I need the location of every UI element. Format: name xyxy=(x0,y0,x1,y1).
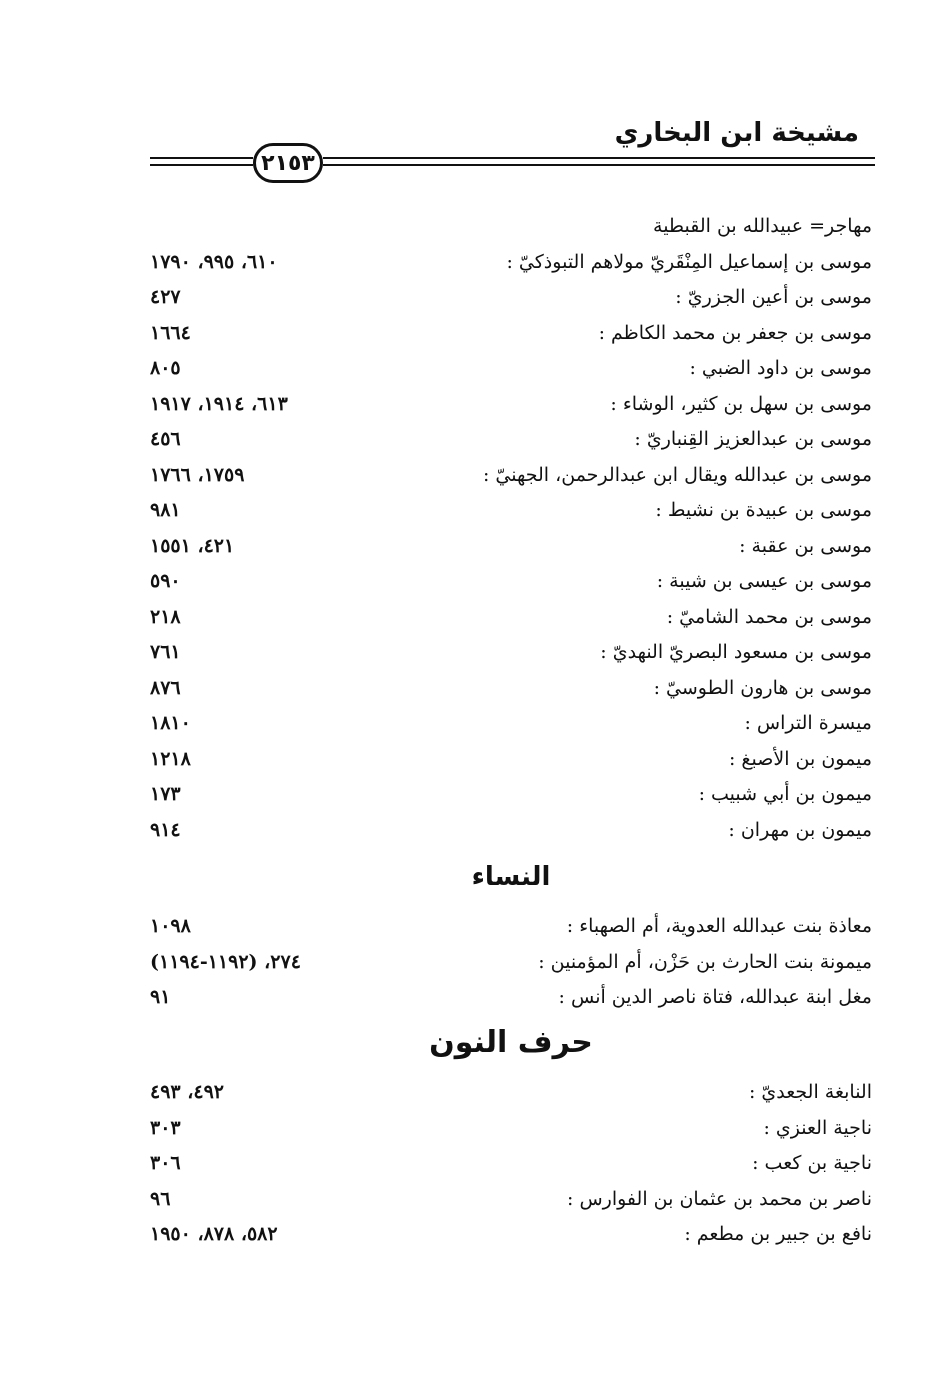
section-heading-women: النساء xyxy=(471,862,551,892)
entry-pages: ٩١ xyxy=(150,986,171,1008)
index-entry xyxy=(150,495,872,531)
entry-pages: ٢٧٤، (١١٩٢-١١٩٤) xyxy=(150,950,301,973)
entry-name: معاذة بنت عبدالله العدوية، أم الصهباء : xyxy=(566,915,872,937)
entry-pages: ٥٩٠ xyxy=(150,570,181,592)
entry-pages: ٤٢٧ xyxy=(150,286,181,308)
entry-pages: ١٦٦٤ xyxy=(150,321,191,344)
entry-pages: ٤٩٢، ٤٩٣ xyxy=(150,1081,224,1103)
index-entry xyxy=(150,911,872,947)
index-entry xyxy=(150,982,872,1018)
entry-name: موسى بن عبدالعزيز القِنباريّ : xyxy=(634,428,872,450)
entry-name: ناجية العنزي : xyxy=(763,1116,872,1139)
entry-name: موسى بن هارون الطوسيّ : xyxy=(653,676,872,699)
page-number: ٢١٥٣ xyxy=(253,143,323,183)
entry-pages: ٨٠٥ xyxy=(150,357,181,379)
entry-name: موسى بن محمد الشاميّ : xyxy=(666,605,872,628)
index-entry xyxy=(150,247,872,283)
rule-line xyxy=(150,157,253,159)
entry-pages: ٧٦١ xyxy=(150,641,181,663)
entry-name: موسى بن داود الضبي : xyxy=(689,357,872,379)
entry-name: موسى بن عقبة : xyxy=(739,534,872,557)
index-entry xyxy=(150,282,872,318)
entry-name: نافع بن جبير بن مطعم : xyxy=(684,1223,872,1245)
index-entry xyxy=(150,602,872,638)
entry-name: مغل ابنة عبدالله، فتاة ناصر الدين أنس : xyxy=(558,986,872,1008)
entry-pages: ٢١٨ xyxy=(150,605,181,628)
entry-list-nun xyxy=(150,1077,872,1255)
entry-name: موسى بن جعفر بن محمد الكاظم : xyxy=(598,321,872,344)
index-entry xyxy=(150,353,872,389)
rule-line xyxy=(150,164,253,166)
index-entry xyxy=(150,779,872,815)
entry-name: ناجية بن كعب : xyxy=(752,1152,872,1174)
index-entry xyxy=(150,1113,872,1149)
entry-name: ميمون بن الأصبغ : xyxy=(728,747,872,770)
entry-pages: ١٧٣ xyxy=(150,783,181,805)
index-entry xyxy=(150,815,872,851)
entry-name: ميمون بن مهران : xyxy=(728,818,872,841)
entry-pages: ٨٧٦ xyxy=(150,676,181,699)
entry-pages: ١٨١٠ xyxy=(150,712,191,734)
entry-pages: ٥٨٢، ٨٧٨، ١٩٥٠ xyxy=(150,1223,278,1245)
entry-name: موسى بن مسعود البصريّ النهديّ : xyxy=(600,641,872,663)
entry-pages: ٤٥٦ xyxy=(150,428,181,450)
entry-pages: ٦١٣، ١٩١٤، ١٩١٧ xyxy=(150,392,288,415)
entry-name: موسى بن عيسى بن شيبة : xyxy=(656,570,872,592)
entry-list-men-mim xyxy=(150,211,872,850)
entry-name: موسى بن أعين الجزريّ : xyxy=(675,286,872,308)
entry-name: النابغة الجعديّ : xyxy=(748,1081,872,1103)
entry-pages: ٤٢١، ١٥٥١ xyxy=(150,534,235,557)
index-entry xyxy=(150,318,872,354)
entry-pages: ٩٦ xyxy=(150,1187,171,1210)
entry-pages: ٦١٠، ٩٩٥، ١٧٩٠ xyxy=(150,250,278,273)
rule-line xyxy=(323,157,875,159)
index-entry xyxy=(150,1148,872,1184)
entry-list-women xyxy=(150,911,872,1018)
entry-name: موسى بن عبيدة بن نشيط : xyxy=(655,499,872,521)
index-entry xyxy=(150,947,872,983)
rule-line xyxy=(323,164,875,166)
entry-name: موسى بن عبدالله ويقال ابن عبدالرحمن، الجهنيّ : xyxy=(482,463,872,486)
index-entry xyxy=(150,460,872,496)
entry-pages: ٩١٤ xyxy=(150,818,181,841)
entry-name: ميسرة التراس : xyxy=(744,712,872,734)
index-entry xyxy=(150,211,872,247)
entry-pages: ٣٠٦ xyxy=(150,1152,181,1174)
entry-name: ميمون بن أبي شبيب : xyxy=(698,783,872,805)
entry-name: موسى بن سهل بن كثير، الوشاء : xyxy=(610,392,872,415)
entry-pages: ١٧٥٩، ١٧٦٦ xyxy=(150,463,245,486)
header-rule xyxy=(150,143,875,187)
index-entry xyxy=(150,566,872,602)
entry-pages: ١٠٩٨ xyxy=(150,915,191,937)
book-title: مشيخة ابن البخاري xyxy=(614,118,859,148)
index-entry xyxy=(150,1184,872,1220)
index-entry xyxy=(150,424,872,460)
index-entry xyxy=(150,1077,872,1113)
entry-name: ميمونة بنت الحارث بن حَزْن، أم المؤمنين : xyxy=(538,950,872,973)
entry-pages: ٣٠٣ xyxy=(150,1116,181,1139)
entry-pages: ١٢١٨ xyxy=(150,747,191,770)
index-entry xyxy=(150,389,872,425)
section-heading-letter-nun: حرف النون xyxy=(429,1025,593,1060)
index-entry xyxy=(150,673,872,709)
index-entry xyxy=(150,531,872,567)
index-entry xyxy=(150,637,872,673)
index-entry xyxy=(150,744,872,780)
entry-name: مهاجر= عبيدالله بن القبطية xyxy=(653,215,872,237)
entry-pages: ٩٨١ xyxy=(150,499,181,521)
entry-name: ناصر بن محمد بن عثمان بن الفوارس : xyxy=(567,1187,872,1210)
index-entry xyxy=(150,1219,872,1255)
index-entry xyxy=(150,708,872,744)
entry-name: موسى بن إسماعيل المِنْقَريّ مولاهم التبوذكيّ : xyxy=(506,250,872,273)
